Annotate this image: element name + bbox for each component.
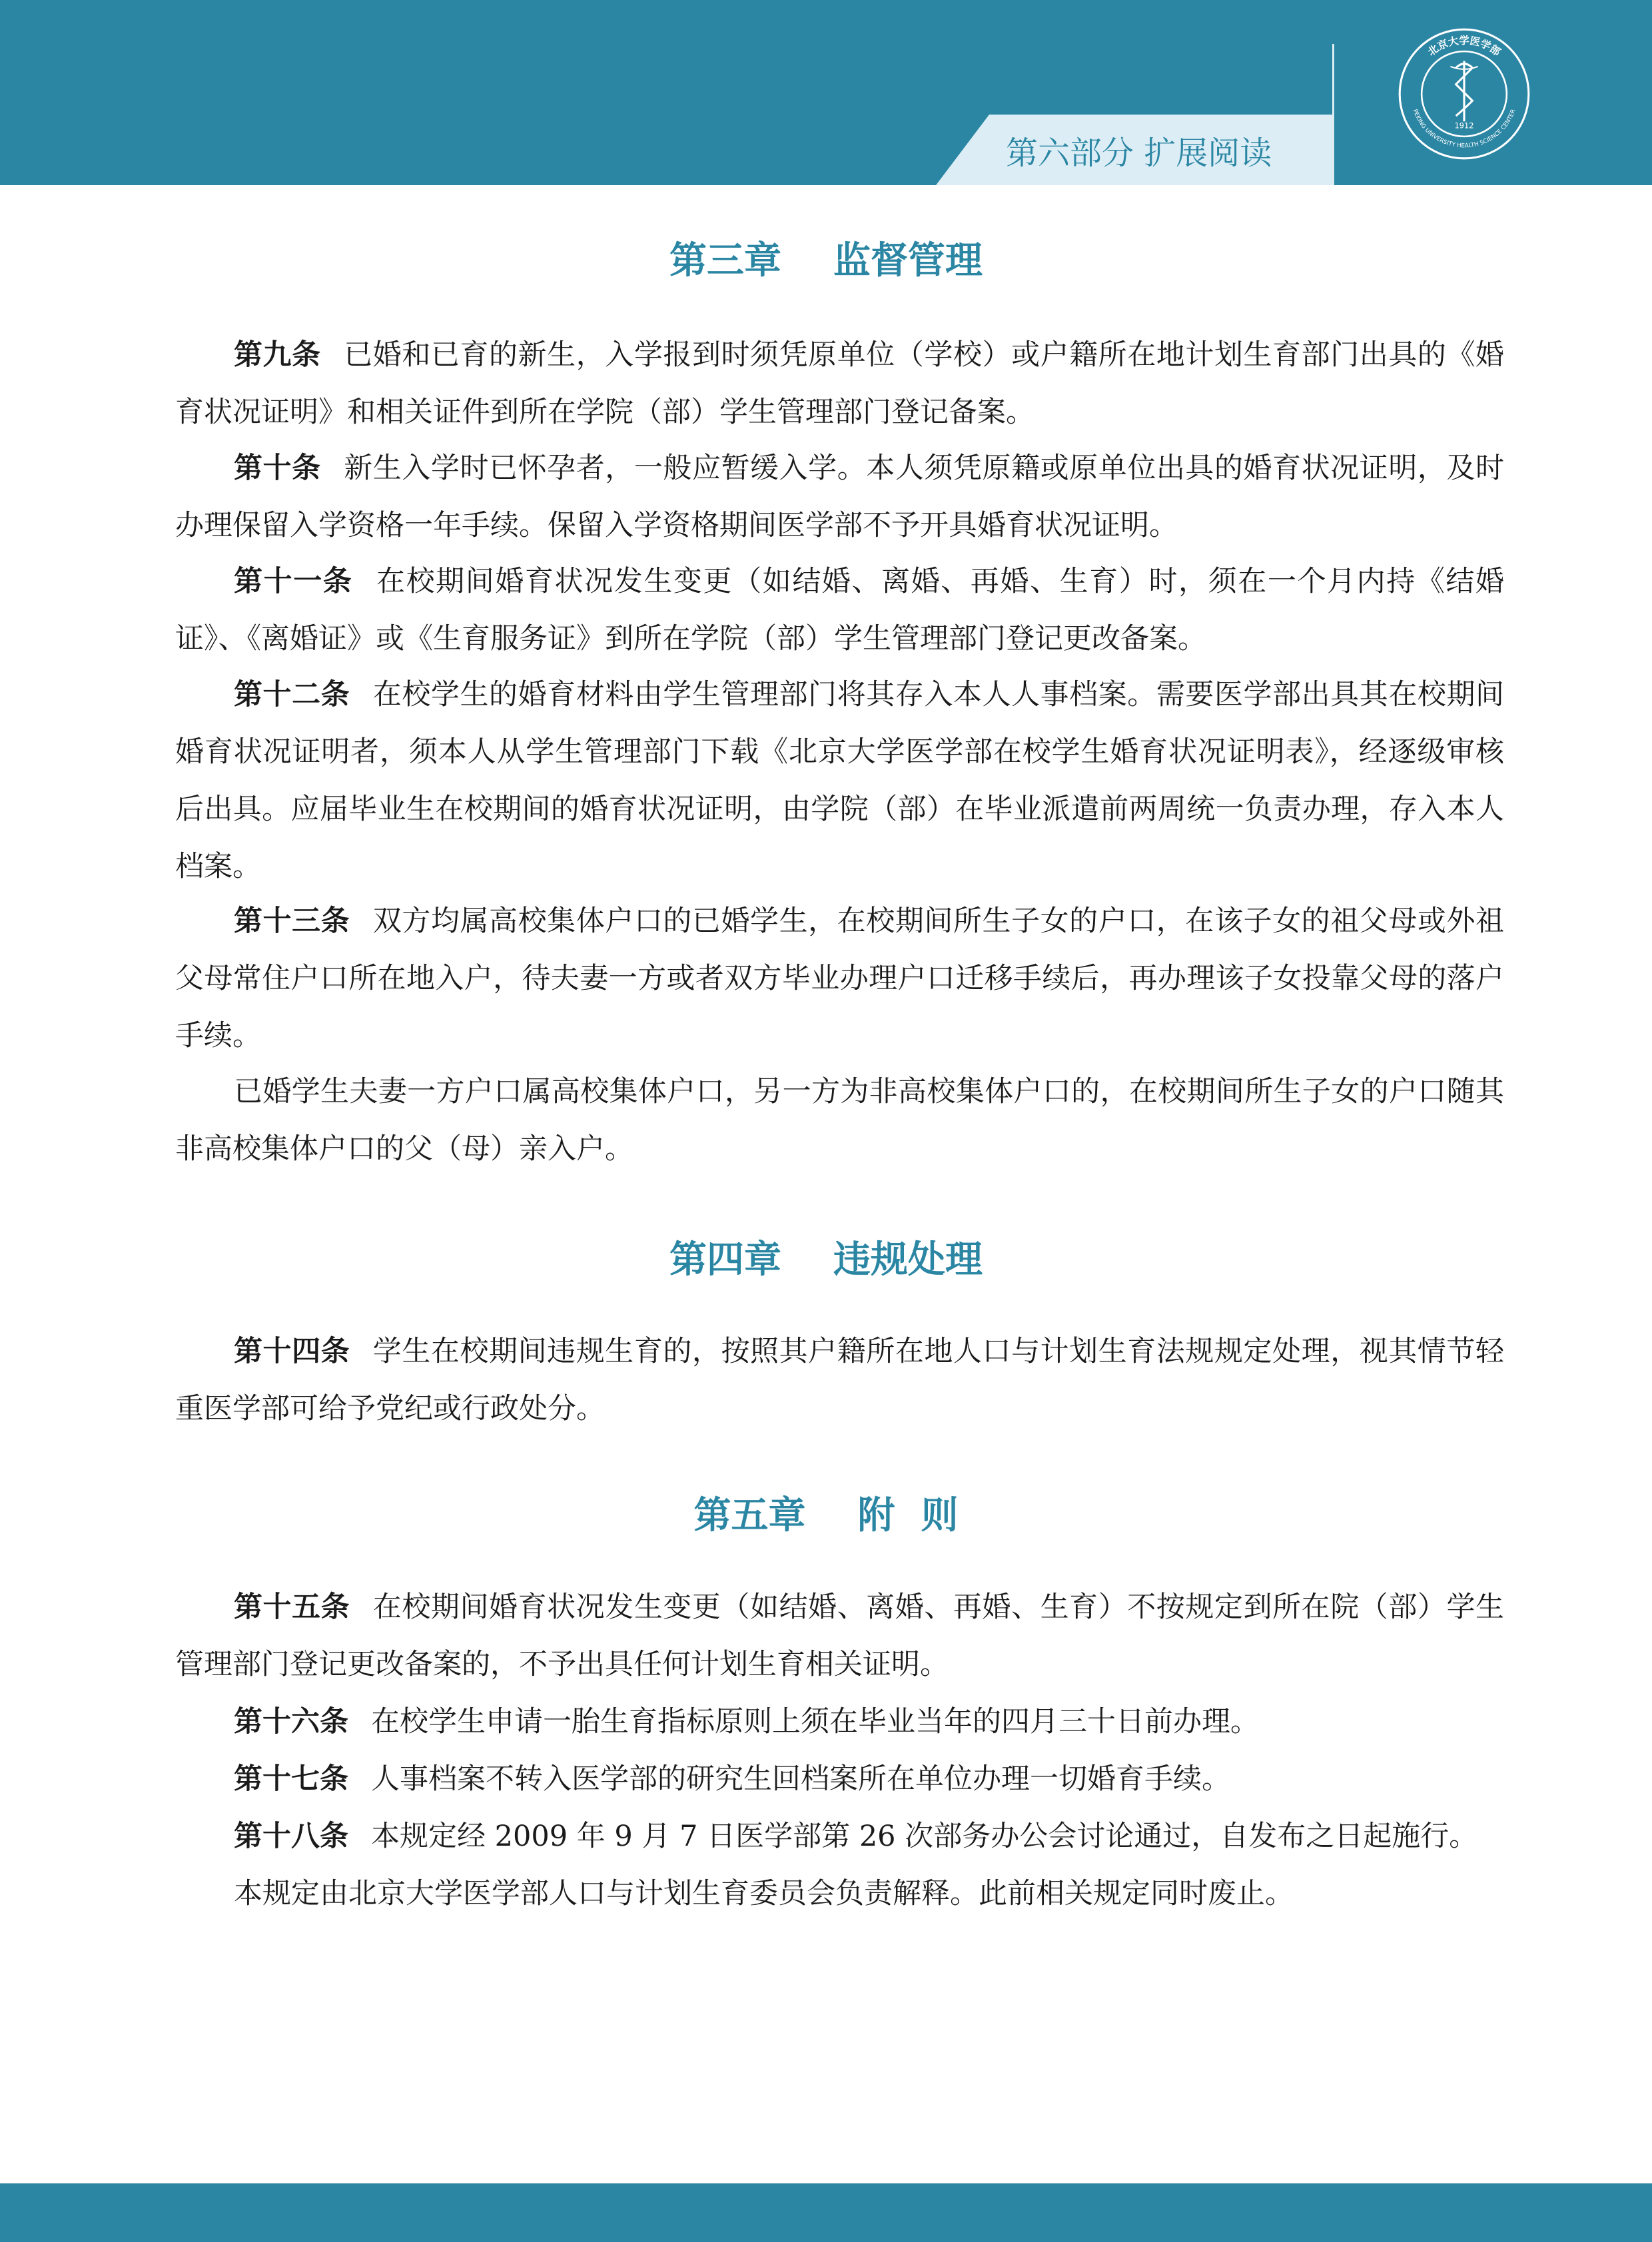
- article-paragraph: [175, 1808, 1504, 1865]
- article-paragraph: [175, 1579, 1504, 1693]
- article-label: 第十三条: [234, 905, 350, 938]
- article-paragraph: [175, 1750, 1504, 1808]
- article-paragraph: [175, 893, 1504, 1064]
- article-label: 第十五条: [234, 1591, 350, 1624]
- chapter-title: 第四章 违规处理: [669, 1238, 983, 1282]
- article-label: 第十一条: [234, 565, 353, 598]
- chapter-title: 第三章 监督管理: [669, 239, 983, 282]
- article-paragraph: [175, 440, 1504, 554]
- article-label: 第十八条: [234, 1820, 348, 1853]
- article-text: 人事档案不转入医学部的研究生回档案所在单位办理一切婚育手续。: [371, 1762, 1230, 1796]
- article-text: 新生入学时已怀孕者，一般应暂缓入学。本人须凭原籍或原单位出具的婚育状况证明，及时办理保留入学资格一年手续。保留入学资格期间医学部不予开具婚育状况证明。: [175, 452, 1505, 542]
- article-label: 第十六条: [234, 1705, 348, 1738]
- article-paragraph: [175, 553, 1504, 667]
- article-text: 本规定经 2009 年 9 月 7 日医学部第 26 次部务办公会讨论通过，自发布之日起施行。: [371, 1820, 1478, 1853]
- article-text: 双方均属高校集体户口的已婚学生，在校期间所生子女的户口，在该子女的祖父母或外祖父母常住户口所在地入户，待夫妻一方或者双方毕业办理户口迁移手续后，再办理该子女投靠父母的落户手续。: [175, 905, 1505, 1052]
- article-label: 第九条: [234, 338, 321, 372]
- university-seal-logo: [1396, 25, 1533, 163]
- article-text: 本规定由北京大学医学部人口与计划生育委员会负责解释。此前相关规定同时废止。: [234, 1877, 1294, 1910]
- article-paragraph: [175, 666, 1504, 895]
- article-label: 第十二条: [234, 678, 350, 711]
- article-label: 第十四条: [234, 1335, 350, 1368]
- footer-bar: [0, 2183, 1652, 2242]
- article-text: 在校期间婚育状况发生变更（如结婚、离婚、再婚、生育）时，须在一个月内持《结婚证》、《离婚证》或《生育服务证》到所在学院（部）学生管理部门登记更改备案。: [175, 565, 1505, 655]
- logo-ring-top-text: 北京大学医学部: [1426, 34, 1503, 59]
- header-divider: [1332, 44, 1334, 185]
- article-paragraph: [175, 326, 1504, 441]
- article-text: 在校期间婚育状况发生变更（如结婚、离婚、再婚、生育）不按规定到所在院（部）学生管理部门登记更改备案的，不予出具任何计划生育相关证明。: [175, 1591, 1505, 1681]
- logo-ring-bottom-text: PEKING UNIVERSITY HEALTH SCIENCE CENTER: [1411, 108, 1517, 150]
- article-text: 已婚和已育的新生，入学报到时须凭原单位（学校）或户籍所在地计划生育部门出具的《婚育状况证明》和相关证件到所在学院（部）学生管理部门登记备案。: [175, 338, 1505, 429]
- article-text: 学生在校期间违规生育的，按照其户籍所在地人口与计划生育法规规定处理，视其情节轻重医学部可给予党纪或行政处分。: [175, 1335, 1505, 1425]
- section-label: 第六部分 扩展阅读: [1006, 135, 1272, 172]
- chapter-title: 第五章 附 则: [693, 1494, 959, 1537]
- article-paragraph: [175, 1865, 1504, 1922]
- article-text: 在校学生申请一胎生育指标原则上须在毕业当年的四月三十日前办理。: [371, 1705, 1259, 1738]
- logo-year: 1912: [1454, 121, 1474, 131]
- article-text: 已婚学生夫妻一方户口属高校集体户口，另一方为非高校集体户口的，在校期间所生子女的户口随其非高校集体户口的父（母）亲入户。: [175, 1075, 1504, 1166]
- article-paragraph: [175, 1063, 1504, 1178]
- article-label: 第十条: [234, 452, 321, 485]
- article-paragraph: [175, 1693, 1504, 1750]
- article-paragraph: [175, 1323, 1504, 1437]
- article-text: 在校学生的婚育材料由学生管理部门将其存入本人人事档案。需要医学部出具其在校期间婚育状况证明者，须本人从学生管理部门下载《北京大学医学部在校学生婚育状况证明表》，经逐级审核后出具。应届毕业生在校期间的婚育状况证明，由学院（部）在毕业派遣前两周统一负责办理，存入本人档案。: [175, 678, 1505, 883]
- article-label: 第十七条: [234, 1762, 348, 1796]
